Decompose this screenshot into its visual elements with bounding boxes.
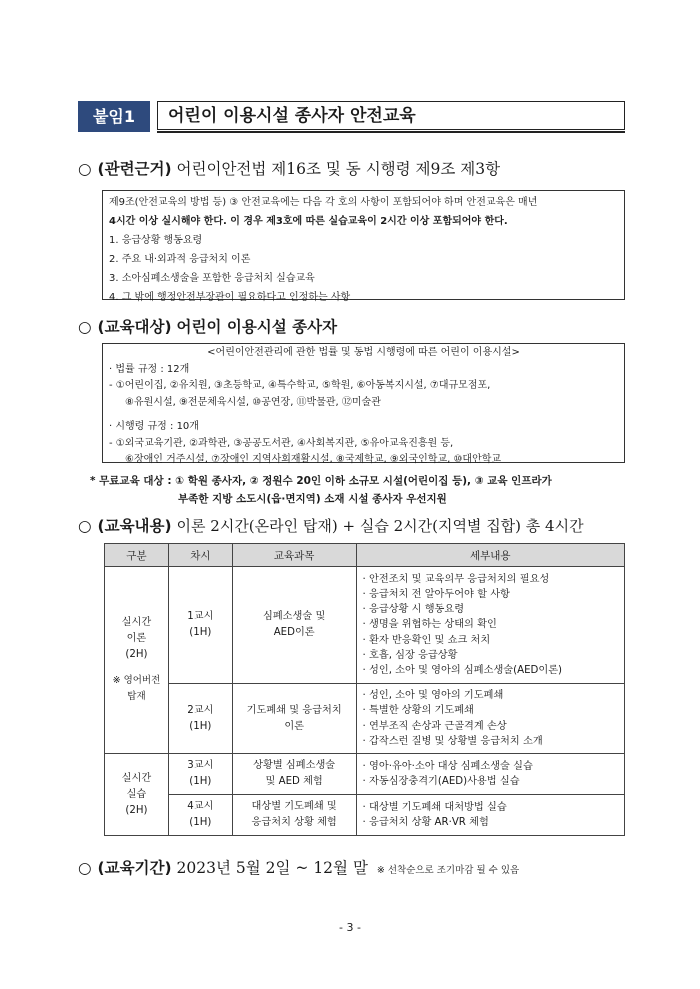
detail-item: · 응급상황 시 행동요령 bbox=[362, 604, 465, 616]
basis-line: 2. 주요 내·외과적 응급처치 이론 bbox=[109, 254, 251, 265]
page-number: - 3 - bbox=[339, 921, 361, 934]
details-cell bbox=[356, 754, 624, 795]
decree-items: - ①외국교육기관, ②과학관, ③공공도서관, ④사회복지관, ⑤유아교육진흥원 등, bbox=[109, 437, 454, 449]
bullet-marker: ○ bbox=[78, 160, 92, 178]
detail-item: · 영아·유아·소아 대상 심폐소생술 실습 bbox=[362, 760, 533, 772]
attachment-badge: 붙임1 bbox=[78, 101, 150, 132]
group-line: 이론 bbox=[126, 633, 147, 644]
basis-text: 어린이안전법 제16조 및 동 시행령 제9조 제3항 bbox=[176, 160, 501, 178]
law-items: ⑧유원시설, ⑨전문체육시설, ⑩공연장, ⑪박물관, ⑫미술관 bbox=[125, 396, 381, 408]
target-text: 어린이 이용시설 종사자 bbox=[176, 318, 338, 336]
subject-line: 응급처치 상황 체험 bbox=[251, 817, 337, 828]
group-note: 탑재 bbox=[127, 691, 146, 702]
page-title: 어린이 이용시설 종사자 안전교육 bbox=[157, 101, 625, 130]
basis-line: 4시간 이상 실시해야 한다. 이 경우 제3호에 따른 실습교육이 2시간 이상 포함되어야 한다. bbox=[109, 216, 508, 227]
detail-item: · 생명을 위협하는 상태의 확인 bbox=[362, 619, 497, 631]
header-subject: 교육과목 bbox=[232, 544, 356, 567]
detail-item: · 성인, 소아 및 영아의 심폐소생술(AED이론) bbox=[362, 665, 563, 676]
subject-line: AED이론 bbox=[273, 627, 315, 638]
basis-line: 제9조(안전교육의 방법 등) ③ 안전교육에는 다음 각 호의 사항이 포함되어야 하며 안전교육은 매년 bbox=[109, 197, 538, 208]
bullet-marker: ○ bbox=[78, 517, 92, 535]
table-row bbox=[105, 754, 625, 795]
detail-item: · 특별한 상황의 기도폐쇄 bbox=[362, 705, 474, 717]
period-line: (1H) bbox=[189, 627, 212, 638]
subject-cell bbox=[232, 567, 356, 684]
subject-cell bbox=[232, 754, 356, 795]
subject-line: 대상별 기도폐쇄 및 bbox=[251, 801, 337, 812]
detail-item: · 갑작스런 질병 및 상황별 응급처치 소개 bbox=[362, 735, 543, 747]
bullet-marker: ○ bbox=[78, 859, 92, 877]
spacer bbox=[105, 663, 168, 673]
period-line: 3교시 bbox=[187, 760, 214, 771]
period-text: 2023년 5월 2일 ~ 12월 말 bbox=[176, 859, 368, 877]
group-line: 실시간 bbox=[121, 617, 152, 628]
target-box-heading: <어린이안전관리에 관한 법률 및 동법 시행령에 따른 어린이 이용시설> bbox=[207, 347, 520, 358]
period-cell bbox=[168, 567, 232, 684]
group-line: 실습 bbox=[126, 788, 147, 800]
subject-line: 상황별 심폐소생술 bbox=[253, 760, 336, 771]
detail-item: · 대상별 기도폐쇄 대처방법 실습 bbox=[362, 801, 507, 813]
subject-cell bbox=[232, 795, 356, 836]
period-cell bbox=[168, 684, 232, 754]
period-line: (1H) bbox=[189, 817, 212, 828]
content-label: (교육내용) bbox=[97, 517, 172, 535]
details-cell bbox=[356, 567, 624, 684]
period-line: (1H) bbox=[189, 720, 212, 732]
detail-item: · 성인, 소아 및 영아의 기도폐쇄 bbox=[362, 690, 504, 702]
table-row bbox=[105, 795, 625, 836]
period-note: ※ 선착순으로 조기마감 될 수 있음 bbox=[376, 865, 520, 876]
subject-line: 심폐소생술 및 bbox=[263, 611, 326, 622]
period-line: 1교시 bbox=[187, 611, 214, 622]
attachment-title bbox=[78, 101, 626, 132]
detail-item: · 호흡, 심장 응급상황 bbox=[362, 649, 458, 661]
bullet-marker: ○ bbox=[78, 318, 92, 336]
header-period: 차시 bbox=[168, 544, 232, 567]
group-line: (2H) bbox=[125, 804, 148, 816]
table-header-row bbox=[105, 544, 625, 567]
spacer bbox=[109, 411, 618, 419]
content-text: 이론 2시간(온라인 탑재) + 실습 2시간(지역별 집합) 총 4시간 bbox=[176, 517, 584, 535]
group-note: ※ 영어버전 bbox=[112, 675, 161, 686]
detail-item: · 안전조치 및 교육의무 응급처치의 필요성 bbox=[362, 573, 550, 585]
header-details: 세부내용 bbox=[356, 544, 624, 567]
free-education-note-cont: 부족한 지방 소도시(읍·면지역) 소재 시설 종사자 우선지원 bbox=[178, 493, 447, 505]
period-line: 2교시 bbox=[187, 704, 214, 716]
subject-line: 기도폐쇄 및 응급처치 bbox=[246, 704, 342, 716]
basis-box bbox=[102, 190, 625, 303]
basis-line: 4. 그 밖에 행정안전부장관이 필요하다고 인정하는 사항 bbox=[109, 292, 351, 303]
table-row bbox=[105, 684, 625, 754]
target-label: (교육대상) bbox=[97, 318, 172, 336]
target-box bbox=[102, 343, 625, 463]
period-heading bbox=[78, 856, 519, 878]
title-underline bbox=[157, 131, 625, 133]
decree-items: ⑥장애인 거주시설, ⑦장애인 지역사회재활시설, ⑧국제학교, ⑨외국인학교, ⑩대안학교 bbox=[125, 454, 502, 465]
law-title: · 법률 규정 : 12개 bbox=[109, 363, 190, 375]
group-practice bbox=[105, 754, 169, 836]
target-heading bbox=[78, 315, 337, 337]
detail-item: · 연부조직 손상과 근골격계 손상 bbox=[362, 720, 507, 732]
basis-heading bbox=[78, 157, 500, 179]
law-items: - ①어린이집, ②유치원, ③초등학교, ④특수학교, ⑤학원, ⑥아동복지시설, ⑦대규모점포, bbox=[109, 380, 491, 391]
details-cell bbox=[356, 795, 624, 836]
subject-line: 및 AED 체험 bbox=[265, 776, 323, 787]
period-cell bbox=[168, 795, 232, 836]
content-heading bbox=[78, 514, 584, 536]
details-cell bbox=[356, 684, 624, 754]
detail-item: · 응급처치 전 알아두어야 할 사항 bbox=[362, 588, 510, 600]
subject-line: 이론 bbox=[284, 720, 304, 732]
basis-label: (관련근거) bbox=[97, 160, 172, 178]
detail-item: · 응급처치 상황 AR·VR 체험 bbox=[362, 817, 489, 828]
group-line: (2H) bbox=[125, 649, 148, 660]
group-line: 실시간 bbox=[121, 772, 152, 784]
subject-cell bbox=[232, 684, 356, 754]
free-education-note: * 무료교육 대상 : ① 학원 종사자, ② 정원수 20인 이하 소규모 시설(어린이집 등), ③ 교육 인프라가 bbox=[90, 475, 552, 487]
detail-item: · 자동심장충격기(AED)사용법 실습 bbox=[362, 776, 520, 787]
decree-title: · 시행령 규정 : 10개 bbox=[109, 421, 199, 432]
group-theory bbox=[105, 567, 169, 754]
basis-line: 3. 소아심폐소생술을 포함한 응급처치 실습교육 bbox=[109, 273, 315, 284]
period-line: 4교시 bbox=[187, 801, 214, 812]
period-line: (1H) bbox=[189, 776, 212, 787]
period-label: (교육기간) bbox=[97, 859, 172, 877]
table-row bbox=[105, 567, 625, 684]
curriculum-table bbox=[104, 543, 625, 836]
period-cell bbox=[168, 754, 232, 795]
header-category: 구분 bbox=[105, 544, 169, 567]
basis-line: 1. 응급상황 행동요령 bbox=[109, 235, 203, 246]
detail-item: · 환자 반응확인 및 쇼크 처치 bbox=[362, 634, 491, 646]
